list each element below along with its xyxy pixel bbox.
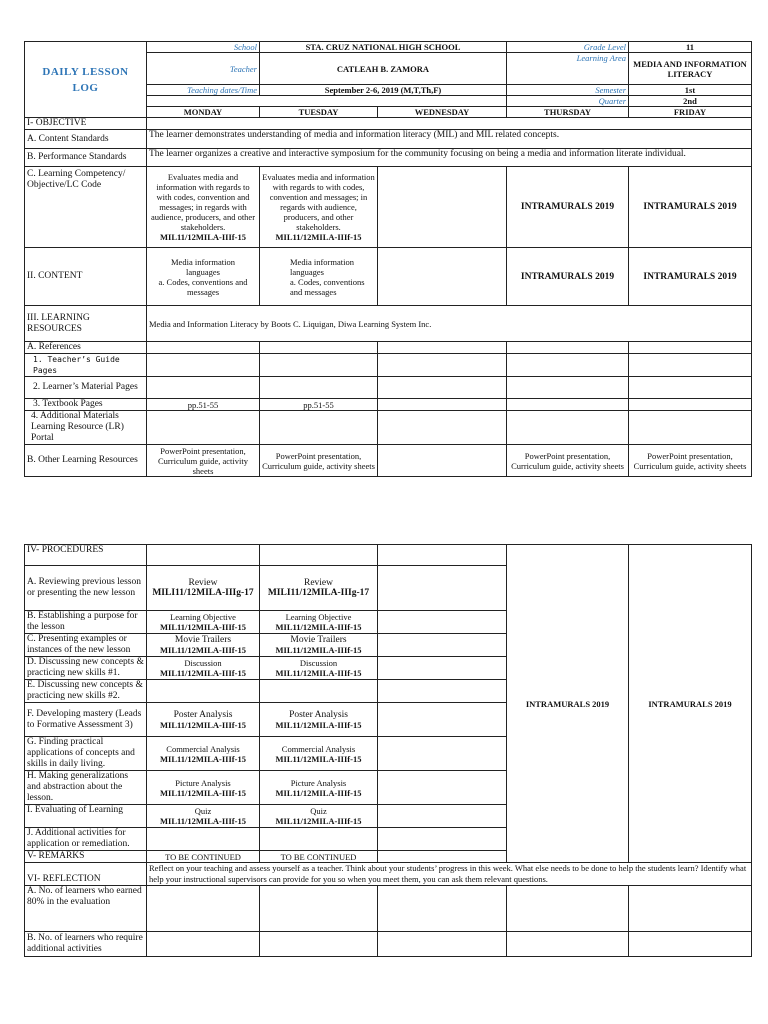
cell [378,377,507,399]
remarks-tuesday: TO BE CONTINUED [260,851,378,863]
content-wednesday [378,248,507,306]
cell [260,886,378,932]
procedure-b-tuesday: Learning Objective MIL11/12MILA-IIIf-15 [260,611,378,634]
cell [378,399,507,411]
cell [260,828,378,851]
procedure-b-monday: Learning Objective MIL11/12MILA-IIIf-15 [147,611,260,634]
cell [629,411,752,445]
other-thursday: PowerPoint presentation, Curriculum guide, activity sheets [507,445,629,477]
lesson-log-table-1 [24,41,752,477]
cell [378,545,507,566]
content-monday: Media information languages a. Codes, conventions and messages [147,248,260,306]
cell [378,342,507,354]
performance-label: B. Performance Standards [25,149,147,167]
cell [629,399,752,411]
cell [378,851,507,863]
cell [378,828,507,851]
remarks-label: V- REMARKS [25,851,147,863]
procedure-h-tuesday: Picture Analysis MIL11/12MILA-IIIf-15 [260,771,378,805]
cell [378,771,507,805]
quarter-label: Quarter [507,96,629,107]
procedure-f-monday: Poster Analysis MIL11/12MILA-IIIf-15 [147,703,260,737]
procedure-d-tuesday: Discussion MIL11/12MILA-IIIf-15 [260,657,378,680]
cell [260,377,378,399]
procedure-j-label: J. Additional activities for application or remediation. [25,828,147,851]
lesson-log-table-2 [24,544,752,957]
cell [378,737,507,771]
title-cell [25,42,147,118]
cell [147,411,260,445]
cell [507,411,629,445]
cell [378,354,507,377]
procedure-i-monday: Quiz MIL11/12MILA-IIIf-15 [147,805,260,828]
cell [260,411,378,445]
other-monday: PowerPoint presentation, Curriculum guide, activity sheets [147,445,260,477]
learners-additional-label: B. No. of learners who require additional activities [25,932,147,957]
learners-material-label: 2. Learner’s Material Pages [25,377,147,399]
other-friday: PowerPoint presentation, Curriculum guide, activity sheets [629,445,752,477]
dates-value: September 2-6, 2019 (M,T,Th,F) [260,85,507,96]
procedure-f-tuesday: Poster Analysis MIL11/12MILA-IIIf-15 [260,703,378,737]
content-standards-value: The learner demonstrates understanding of media and information literacy (MIL) and MIL related concepts. [147,130,752,149]
other-tuesday: PowerPoint presentation, Curriculum guide, activity sheets [260,445,378,477]
additional-label: 4. Additional Materials Learning Resource (LR) Portal [25,411,147,445]
reflection-label: VI- REFLECTION [25,863,147,886]
procedure-f-label: F. Developing mastery (Leads to Formative Assessment 3) [25,703,147,737]
cell [378,411,507,445]
cell [378,566,507,611]
area-label: Learning Area [507,53,629,85]
cell [507,342,629,354]
teachers-guide-label: 1. Teacher’s Guide Pages [25,354,147,377]
content-label: II. CONTENT [25,248,147,306]
page-title: DAILY LESSON LOG [42,65,129,94]
cell [378,932,507,957]
day-tuesday: TUESDAY [260,107,378,118]
procedure-h-monday: Picture Analysis MIL11/12MILA-IIIf-15 [147,771,260,805]
cell [147,354,260,377]
cell [260,680,378,703]
cell [378,886,507,932]
cell [147,886,260,932]
cell [378,634,507,657]
cell [378,805,507,828]
competency-label: C. Learning Competency/ Objective/LC Code [25,167,147,248]
references-label: A. References [25,342,147,354]
procedure-h-label: H. Making generalizations and abstraction about the lesson. [25,771,147,805]
procedure-a-label: A. Reviewing previous lesson or presenting the new lesson [25,566,147,611]
cell [629,886,752,932]
remarks-monday: TO BE CONTINUED [147,851,260,863]
content-standards-label: A. Content Standards [25,130,147,149]
objective-heading: I- OBJECTIVE [25,118,147,130]
procedures-friday: INTRAMURALS 2019 [629,545,752,863]
procedure-c-tuesday: Movie Trailers MIL11/12MILA-IIIf-15 [260,634,378,657]
competency-wednesday [378,167,507,248]
performance-value: The learner organizes a creative and interactive symposium for the community focusing on being a media and information literate individual. [147,149,752,167]
cell [629,354,752,377]
procedures-thursday: INTRAMURALS 2019 [507,545,629,863]
procedures-heading: IV- PROCEDURES [25,545,147,566]
cell [378,657,507,680]
cell [147,342,260,354]
school-value: STA. CRUZ NATIONAL HIGH SCHOOL [260,42,507,53]
learners-80-label: A. No. of learners who earned 80% in the evaluation [25,886,147,932]
textbook-tuesday: pp.51-55 [260,399,378,411]
teacher-label: Teacher [147,53,260,85]
cell [507,377,629,399]
cell [147,680,260,703]
resources-value: Media and Information Literacy by Boots C. Liquigan, Diwa Learning System Inc. [147,306,752,342]
teacher-value: CATLEAH B. ZAMORA [260,53,507,85]
cell [147,545,260,566]
procedure-a-monday: Review MILI11/12MILA-IIIg-17 [147,566,260,611]
cell [147,828,260,851]
textbook-monday: pp.51-55 [147,399,260,411]
resources-label: III. LEARNING RESOURCES [25,306,147,342]
day-wednesday: WEDNESDAY [378,107,507,118]
procedure-i-tuesday: Quiz MIL11/12MILA-IIIf-15 [260,805,378,828]
competency-thursday: INTRAMURALS 2019 [507,167,629,248]
procedure-g-monday: Commercial Analysis MIL11/12MILA-IIIf-15 [147,737,260,771]
dates-label: Teaching dates/Time [147,85,260,96]
area-value: MEDIA AND INFORMATION LITERACY [629,53,752,85]
procedure-c-monday: Movie Trailers MIL11/12MILA-IIIf-15 [147,634,260,657]
cell [260,545,378,566]
blank-cell [147,96,507,107]
procedure-e-label: E. Discussing new concepts & practicing new skills #2. [25,680,147,703]
quarter-value: 2nd [629,96,752,107]
grade-value: 11 [629,42,752,53]
cell [378,680,507,703]
procedure-d-label: D. Discussing new concepts & practicing new skills #1. [25,657,147,680]
day-friday: FRIDAY [629,107,752,118]
cell [629,342,752,354]
procedure-c-label: C. Presenting examples or instances of the new lesson [25,634,147,657]
reflection-text: Reflect on your teaching and assess yourself as a teacher. Think about your students’ progress in this week. What else needs to be done to help the students learn? Identify what help your instructional supervisors can provide for you so when you meet them, you can ask them relevant questions. [147,863,752,886]
semester-value: 1st [629,85,752,96]
day-monday: MONDAY [147,107,260,118]
textbook-label: 3. Textbook Pages [25,399,147,411]
school-label: School [147,42,260,53]
cell [629,932,752,957]
competency-friday: INTRAMURALS 2019 [629,167,752,248]
content-friday: INTRAMURALS 2019 [629,248,752,306]
procedure-i-label: I. Evaluating of Learning [25,805,147,828]
cell [260,342,378,354]
cell [507,886,629,932]
cell [378,445,507,477]
day-thursday: THURSDAY [507,107,629,118]
cell [507,354,629,377]
cell [260,932,378,957]
cell [378,611,507,634]
cell [147,377,260,399]
cell [507,932,629,957]
procedure-g-tuesday: Commercial Analysis MIL11/12MILA-IIIf-15 [260,737,378,771]
objective-blank [147,118,752,130]
procedure-d-monday: Discussion MIL11/12MILA-IIIf-15 [147,657,260,680]
semester-label: Semester [507,85,629,96]
cell [147,932,260,957]
cell [629,377,752,399]
cell [378,703,507,737]
grade-label: Grade Level [507,42,629,53]
content-thursday: INTRAMURALS 2019 [507,248,629,306]
cell [507,399,629,411]
competency-monday: Evaluates media and information with regards to with codes, convention and messages; in regards with audience, producers, and other stakeholders. MIL11/12MILA-IIIf-15 [147,167,260,248]
competency-tuesday: Evaluates media and information with regards to with codes, convention and messages; in regards with audience, producers, and other stakeholders. MIL11/12MILA-IIIf-15 [260,167,378,248]
procedure-g-label: G. Finding practical applications of concepts and skills in daily living. [25,737,147,771]
content-tuesday: Media information languages a. Codes, conventions and messages [260,248,378,306]
other-resources-label: B. Other Learning Resources [25,445,147,477]
procedure-b-label: B. Establishing a purpose for the lesson [25,611,147,634]
cell [260,354,378,377]
procedure-a-tuesday: Review MILI11/12MILA-IIIg-17 [260,566,378,611]
